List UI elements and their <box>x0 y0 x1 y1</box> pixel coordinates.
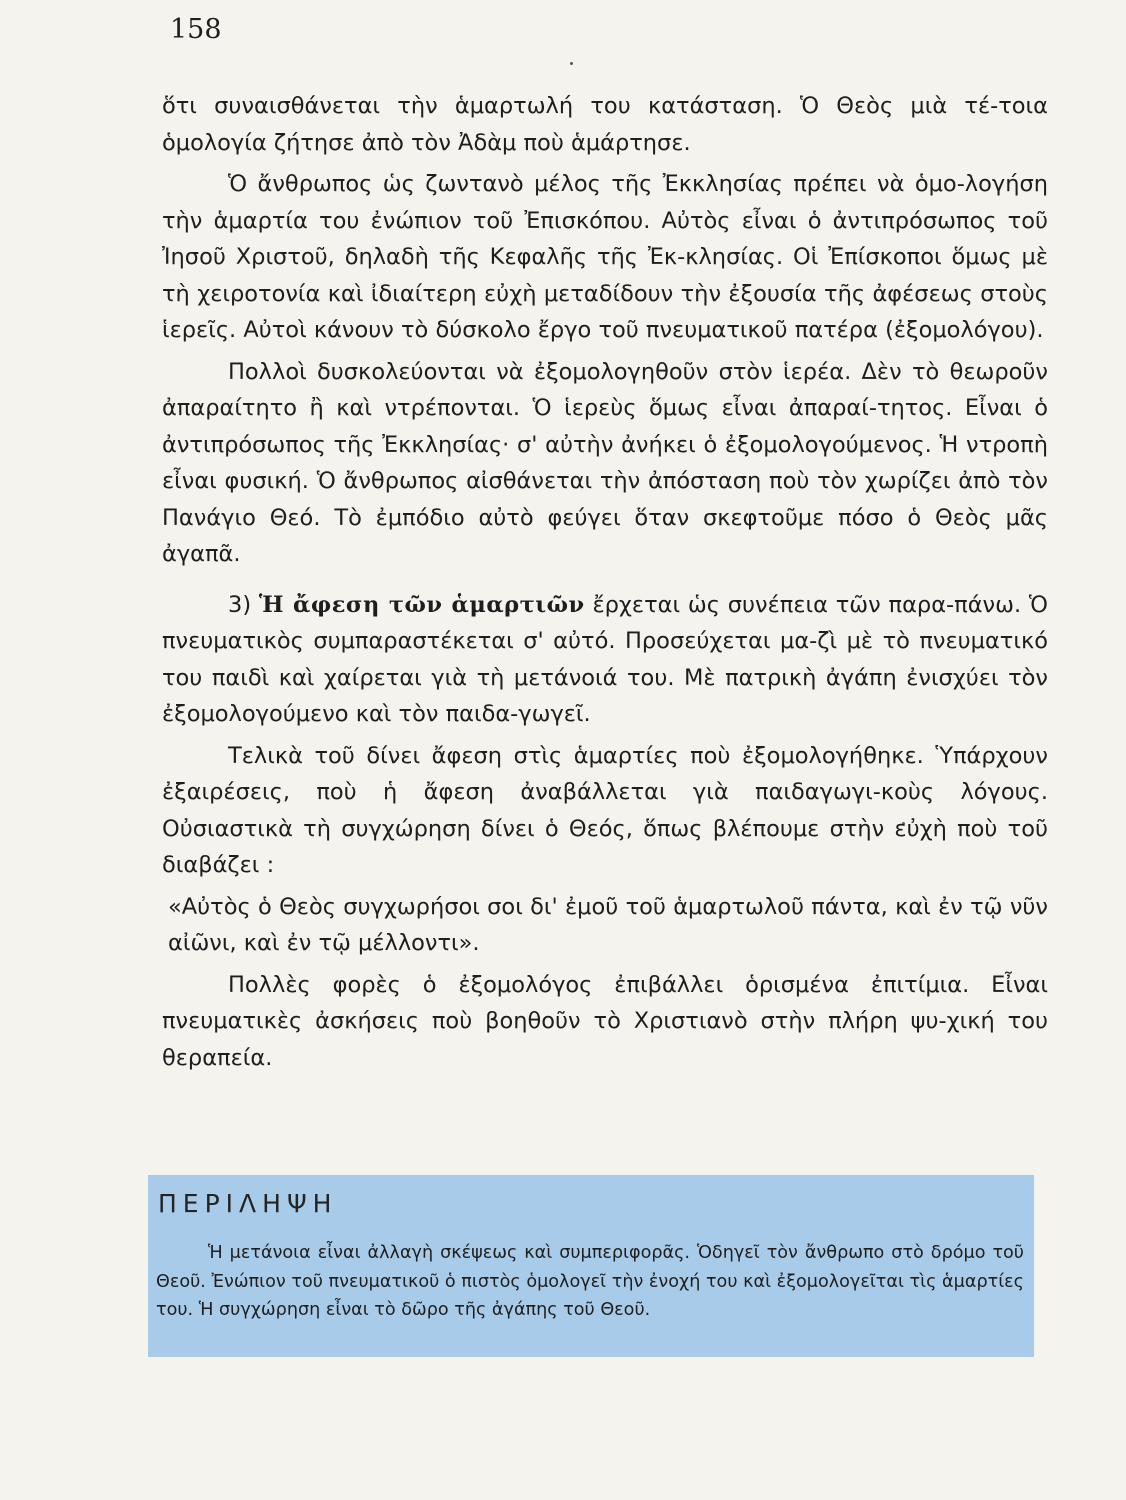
paragraph: Τελικὰ τοῦ δίνει ἄφεση στὶς ἁμαρτίες ποὺ ἐξομολογήθηκε. Ὑπάρχουν ἐξαιρέσεις, ποὺ ἡ ἄφεση ἀναβάλλεται γιὰ παιδαγωγι-κοὺς λόγους. Οὐσιαστικὰ τὴ συγχώρηση δίνει ὁ Θεός, ὅπως βλέπουμε στὴν εὐχὴ ποὺ τοῦ διαβάζει : <box>162 742 1048 878</box>
paragraph: Πολλὲς φορὲς ὁ ἐξομολόγος ἐπιβάλλει ὁρισμένα ἐπιτίμια. Εἶναι πνευματικὲς ἀσκήσεις ποὺ βοηθοῦν τὸ Χριστιανὸ στὴν πλήρη ψυ-χική του θεραπεία. <box>162 971 1048 1071</box>
point-text: ἔρχεται ὡς συνέπεια τῶν παρα-πάνω. Ὁ πνευματικὸς συμπαραστέκεται σ' αὐτό. Προσεύχεται μα-ζὶ μὲ τὸ πνευματικό του παιδὶ καὶ χαίρεται γιὰ τὴ μετάνοιά του. Μὲ πατρικὴ ἀγάπη ἐνισχύει τὸν ἐξομολογούμενο καὶ τὸν παιδα-γωγεῖ. <box>162 591 1048 727</box>
paragraph: Πολλοὶ δυσκολεύονται νὰ ἐξομολογηθοῦν στὸν ἱερέα. Δὲν τὸ θεωροῦν ἀπαραίτητο ἢ καὶ ντρέπονται. Ὁ ἱερεὺς ὅμως εἶναι ἀπαραί-τητος. Εἶναι ὁ ἀντιπρόσωπος τῆς Ἐκκλησίας· σ' αὐτὴν ἀνήκει ὁ ἐξομολογούμενος. Ἡ ντροπὴ εἶναι φυσική. Ὁ ἄνθρωπος αἰσθάνεται τὴν ἀπόσταση ποὺ τὸν χωρίζει ἀπὸ τὸν Πανάγιο Θεό. Τὸ ἐμπόδιο αὐτὸ φεύγει ὅταν σκεφτοῦμε πόσο ὁ Θεὸς μᾶς ἀγαπᾶ. <box>162 358 1048 567</box>
body-text <box>162 88 1048 1081</box>
summary-box <box>148 1175 1034 1357</box>
paragraph: Ὁ ἄνθρωπος ὡς ζωντανὸ μέλος τῆς Ἐκκλησίας πρέπει νὰ ὁμο-λογήση τὴν ἁμαρτία του ἐνώπιον τοῦ Ἐπισκόπου. Αὐτὸς εἶναι ὁ ἀντιπρόσωπος τοῦ Ἰησοῦ Χριστοῦ, δηλαδὴ τῆς Κεφαλῆς τῆς Ἐκ-κλησίας. Οἱ Ἐπίσκοποι ὅμως μὲ τὴ χειροτονία καὶ ἰδιαίτερη εὐχὴ μεταδίδουν τὴν ἐξουσία τῆς ἀφέσεως στοὺς ἱερεῖς. Αὐτοὶ κάνουν τὸ δύσκολο ἔργο τοῦ πνευματικοῦ πατέρα (ἐξομολόγου). <box>162 171 1048 343</box>
prayer-quote: «Αὐτὸς ὁ Θεὸς συγχωρήσοι σοι δι' ἐμοῦ τοῦ ἁμαρτωλοῦ πάντα, καὶ ἐν τῷ νῦν αἰῶνι, καὶ ἐν τῷ μέλλοντι». <box>168 893 1048 956</box>
page-number: 158 <box>170 14 222 45</box>
summary-heading: ΠΕΡΙΛΗΨΗ <box>158 1189 338 1218</box>
paragraph: ὅτι συναισθάνεται τὴν ἁμαρτωλή του κατάσταση. Ὁ Θεὸς μιὰ τέ-τοια ὁμολογία ζήτησε ἀπὸ τὸν Ἀδὰμ ποὺ ἁμάρτησε. <box>162 93 1048 156</box>
point-number: 3) <box>228 591 252 618</box>
point-heading: Ἡ ἄφεση τῶν ἁμαρτιῶν <box>258 591 585 618</box>
print-speck <box>570 62 573 65</box>
point-3-paragraph <box>162 587 1048 733</box>
summary-text: Ἡ μετάνοια εἶναι ἀλλαγὴ σκέψεως καὶ συμπεριφορᾶς. Ὁδηγεῖ τὸν ἄνθρωπο στὸ δρόμο τοῦ Θεοῦ. Ἐνώπιον τοῦ πνευματικοῦ ὁ πιστὸς ὁμολογεῖ τὴν ἐνοχή του καὶ ἐξομολογεῖται τὶς ἁμαρτίες του. Ἡ συγχώρηση εἶναι τὸ δῶρο τῆς ἀγάπης τοῦ Θεοῦ. <box>156 1243 1024 1320</box>
